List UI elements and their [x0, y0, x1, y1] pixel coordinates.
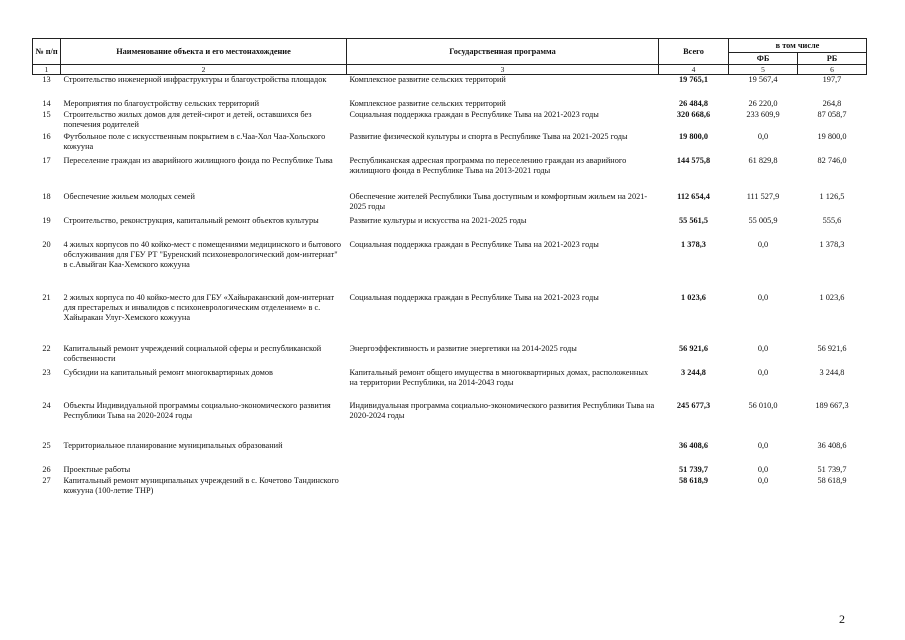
table-row: [33, 240, 867, 293]
header-including: в том числе: [729, 39, 867, 53]
cell-tot: 245 677,3: [676, 400, 711, 410]
cell-prog: [347, 465, 659, 476]
cell-rb: 1 378,3: [819, 239, 845, 249]
index-cell: 3: [347, 65, 659, 75]
cell-tot: 320 668,6: [676, 109, 711, 119]
table-row: [33, 465, 867, 476]
cell-tot: 19 800,0: [678, 131, 709, 141]
cell-fb: 0,0: [757, 343, 769, 353]
header-program: Государственная программа: [347, 39, 659, 65]
cell-num: 17: [42, 155, 51, 165]
cell-rb: 36 408,6: [817, 440, 847, 450]
table-row: [33, 401, 867, 441]
cell-tot: 58 618,9: [678, 475, 709, 485]
cell-rb: 555,6: [822, 215, 842, 225]
cell-tot: 1 378,3: [681, 239, 706, 249]
cell-name: Строительство жилых домов для детей-сирот и детей, оставшихся без попечения родителей: [63, 109, 312, 129]
cell-fb: 55 005,9: [748, 215, 778, 225]
cell-prog: Энергоэффективность и развитие энергетики на 2014-2025 годы: [349, 343, 577, 353]
cell-fb: 56 010,0: [748, 400, 778, 410]
cell-num: 26: [42, 464, 51, 474]
cell-rb: 1 023,6: [819, 292, 845, 302]
cell-num: 21: [42, 292, 51, 302]
table-row: [33, 441, 867, 465]
cell-name: 4 жилых корпусов по 40 койко-мест с помещениями медицинского и бытового обслуживания для ГБУ РТ "Буренский психоневрологический дом-интернат" в с.Авыйган Каа-Хемского кожууна: [63, 239, 342, 269]
cell-name: Проектные работы: [63, 464, 131, 474]
header-name: Наименование объекта и его местонахождение: [61, 39, 347, 65]
cell-prog: Капитальный ремонт общего имущества в многоквартирных домах, расположенных на территории Республики, на 2014-2043 годы: [349, 367, 649, 387]
table-row: [33, 75, 867, 99]
cell-num: 15: [42, 109, 51, 119]
cell-name: Капитальный ремонт учреждений социальной сферы и республиканской собственности: [63, 343, 322, 363]
table-row: [33, 293, 867, 344]
cell-num: 14: [42, 98, 51, 108]
cell-num: 24: [42, 400, 51, 410]
cell-prog: [347, 441, 659, 465]
index-cell: 1: [33, 65, 61, 75]
cell-fb: 0,0: [757, 239, 769, 249]
cell-rb: 197,7: [822, 75, 842, 84]
cell-name: Обеспечение жильем молодых семей: [63, 191, 195, 201]
cell-name: Объекты Индивидуальной программы социально-экономического развития Республики Тыва на 2020-2024 годы: [63, 400, 331, 420]
cell-rb: 87 058,7: [817, 109, 847, 119]
cell-name: Субсидии на капитальный ремонт многоквартирных домов: [63, 367, 273, 377]
cell-fb: 0,0: [757, 464, 769, 474]
cell-prog: Развитие культуры и искусства на 2021-2025 годы: [349, 215, 527, 225]
cell-rb: 189 667,3: [815, 400, 849, 410]
cell-num: 22: [42, 343, 51, 353]
table-row: [33, 216, 867, 240]
cell-name: Мероприятия по благоустройству сельских территорий: [63, 98, 260, 108]
cell-prog: Комплексное развитие сельских территорий: [349, 98, 506, 108]
cell-prog: Развитие физической культуры и спорта в Республике Тыва на 2021-2025 годы: [349, 131, 628, 141]
cell-tot: 112 654,4: [677, 191, 710, 201]
table-row: [33, 368, 867, 401]
cell-tot: 1 023,6: [681, 292, 706, 302]
cell-fb: 0,0: [757, 367, 769, 377]
cell-tot: 56 921,6: [678, 343, 709, 353]
header-rb: РБ: [798, 53, 867, 65]
cell-num: 16: [42, 131, 51, 141]
cell-num: 19: [42, 215, 51, 225]
cell-fb: 26 220,0: [748, 98, 778, 108]
cell-tot: 19 765,1: [678, 75, 709, 84]
cell-tot: 36 408,6: [678, 440, 709, 450]
cell-name: Переселение граждан из аварийного жилищного фонда по Республике Тыва: [63, 155, 333, 165]
cell-name: 2 жилых корпуса по 40 койко-место для ГБУ «Хайыраканский дом-интернат для престарелых и инвалидов с психоневрологическим отделением» в с. Хайыракан Улуг-Хемского кожууна: [63, 292, 335, 322]
cell-rb: 264,8: [822, 98, 842, 108]
cell-num: 23: [42, 367, 51, 377]
cell-tot: 51 739,7: [678, 464, 709, 474]
cell-rb: 1 126,5: [819, 191, 845, 201]
cell-rb: 82 746,0: [817, 155, 847, 165]
table-row: [33, 192, 867, 216]
cell-fb: 61 829,8: [748, 155, 778, 165]
cell-num: 18: [42, 191, 51, 201]
cell-name: Футбольное поле с искусственным покрытием в с.Чаа-Хол Чаа-Хольского кожууна: [63, 131, 326, 151]
index-cell: 4: [659, 65, 729, 75]
header-num: № п/п: [33, 39, 61, 65]
cell-prog: [347, 476, 659, 500]
cell-tot: 26 484,8: [678, 98, 709, 108]
cell-name: Строительство, реконструкция, капитальный ремонт объектов культуры: [63, 215, 319, 225]
cell-prog: Социальная поддержка граждан в Республике Тыва на 2021-2023 годы: [349, 239, 599, 249]
index-cell: 5: [729, 65, 798, 75]
cell-rb: 51 739,7: [817, 464, 847, 474]
budget-table: [32, 38, 867, 500]
cell-fb: 0,0: [757, 475, 769, 485]
cell-fb: 0,0: [757, 131, 769, 141]
table-row: [33, 344, 867, 368]
header-fb: ФБ: [729, 53, 798, 65]
index-cell: 6: [798, 65, 867, 75]
cell-num: 27: [42, 475, 51, 485]
cell-prog: Комплексное развитие сельских территорий: [349, 75, 506, 84]
cell-fb: 19 567,4: [748, 75, 778, 84]
cell-tot: 3 244,8: [681, 367, 706, 377]
cell-rb: 3 244,8: [819, 367, 845, 377]
cell-num: 13: [42, 75, 51, 84]
cell-rb: 58 618,9: [817, 475, 847, 485]
cell-num: 25: [42, 440, 51, 450]
cell-tot: 144 575,8: [676, 155, 711, 165]
cell-rb: 56 921,6: [817, 343, 847, 353]
cell-fb: 233 609,9: [746, 109, 780, 119]
cell-prog: Социальная поддержка граждан в Республике Тыва на 2021-2023 годы: [349, 292, 599, 302]
table-row: [33, 132, 867, 156]
index-cell: 2: [61, 65, 347, 75]
cell-name: Территориальное планирование муниципальных образований: [63, 440, 283, 450]
cell-fb: 0,0: [757, 440, 769, 450]
cell-name: Строительство инженерной инфраструктуры и благоустройства площадок: [63, 75, 327, 84]
cell-rb: 19 800,0: [817, 131, 847, 141]
header-total: Всего: [659, 39, 729, 65]
cell-fb: 111 527,9: [746, 191, 780, 201]
cell-prog: Индивидуальная программа социально-экономического развития Республики Тыва на 2020-2024 годы: [349, 400, 655, 420]
table-row: [33, 110, 867, 132]
table-row: [33, 156, 867, 192]
cell-name: Капитальный ремонт муниципальных учреждений в с. Кочетово Тандинского кожууна (100-летие ТНР): [63, 475, 339, 495]
page-number: 2: [839, 612, 845, 626]
table-row: [33, 476, 867, 500]
table-row: [33, 99, 867, 110]
cell-tot: 55 561,5: [678, 215, 709, 225]
cell-prog: Социальная поддержка граждан в Республике Тыва на 2021-2023 годы: [349, 109, 599, 119]
cell-prog: Обеспечение жителей Республики Тыва доступным и комфортным жильем на 2021-2025 годы: [349, 191, 648, 211]
cell-prog: Республиканская адресная программа по переселению граждан из аварийного жилищного фонда в Республике Тыва на 2013-2021 годы: [349, 155, 627, 175]
cell-num: 20: [42, 239, 51, 249]
cell-fb: 0,0: [757, 292, 769, 302]
